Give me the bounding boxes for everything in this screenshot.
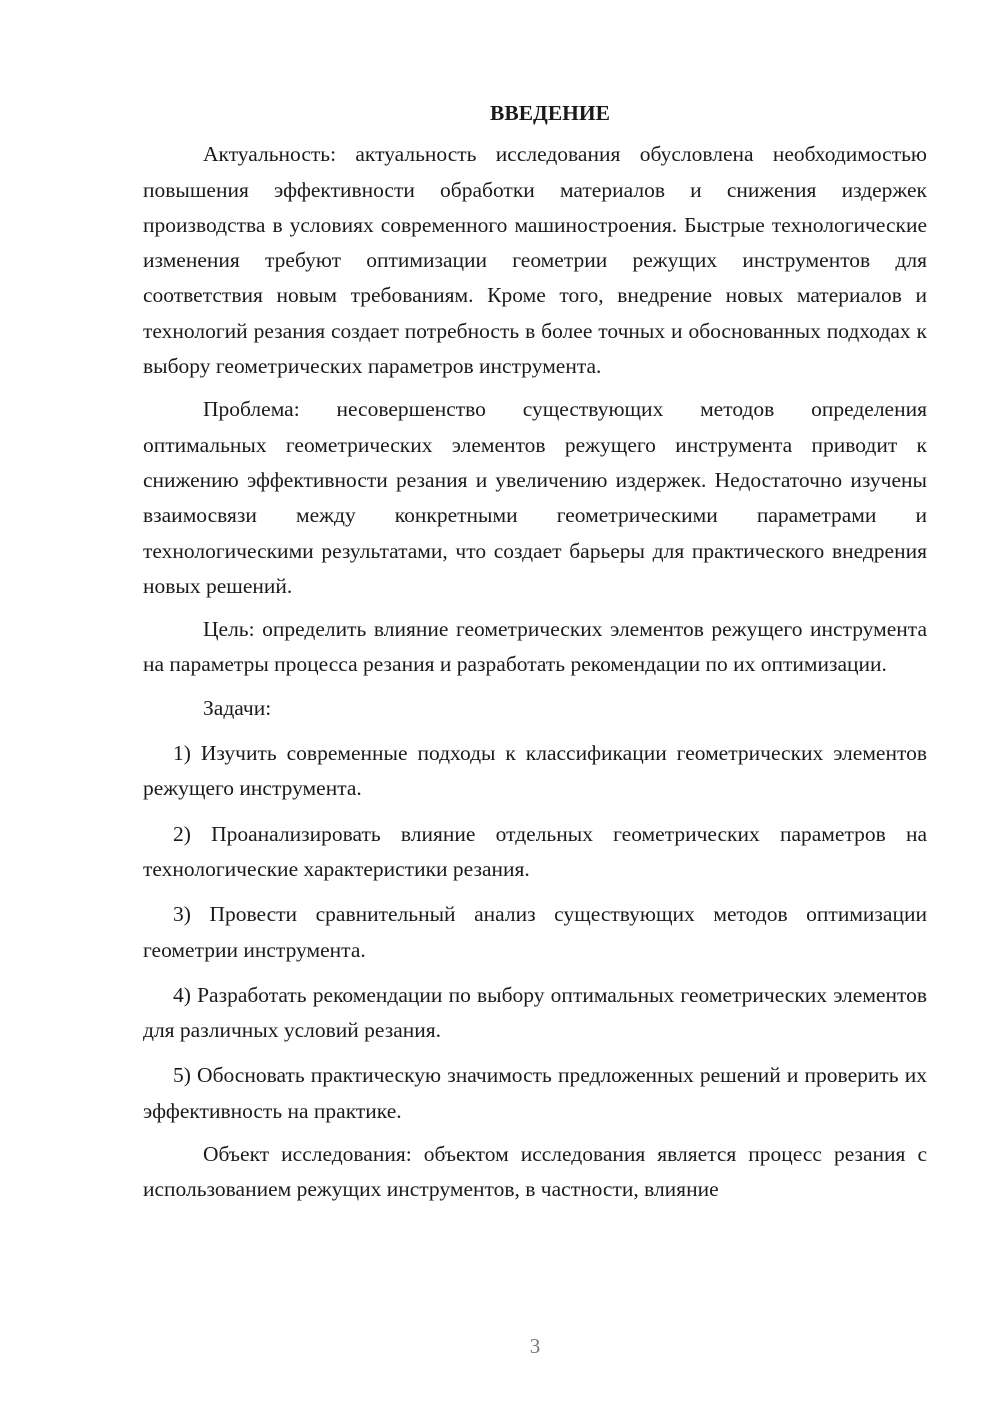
problem-paragraph: Проблема: несовершенство существующих методов определения оптимальных геометрических элементов режущего инструмента приводит к снижению эффективности резания и увеличению издержек. Недостаточно изучены взаимосвязи между конкретными геометрическими параметрами и технологическими результатами, что создает барьеры для практического внедрения новых решений. (143, 397, 927, 598)
relevance-paragraph: Актуальность: актуальность исследования обусловлена необходимостью повышения эффективности обработки материалов и снижения издержек производства в условиях современного машиностроения. Быстрые технологические изменения требуют оптимизации геометрии режущих инструментов для соответствия новым требованиям. Кроме того, внедрение новых материалов и технологий резания создает потребность в более точных и обоснованных подходах к выбору геометрических параметров инструмента. (143, 142, 927, 379)
tasks-heading: Задачи: (203, 695, 272, 720)
goal-paragraph: Цель: определить влияние геометрических элементов режущего инструмента на параметры процесса резания и разработать рекомендации по их оптимизации. (143, 617, 927, 677)
task-item: 5) Обосновать практическую значимость предложенных решений и проверить их эффективность на практике. (143, 1063, 927, 1123)
task-item: 2) Проанализировать влияние отдельных геометрических параметров на технологические характеристики резания. (143, 821, 927, 881)
tasks-list (143, 736, 927, 1129)
section-title: ВВЕДЕНИЕ (490, 101, 610, 125)
page-number: 3 (529, 1334, 541, 1358)
task-item: 4) Разработать рекомендации по выбору оптимальных геометрических элементов для различных условий резания. (143, 982, 927, 1043)
object-paragraph: Объект исследования: объектом исследования является процесс резания с использованием режущих инструментов, в частности, влияние (143, 1142, 927, 1202)
document-page (143, 96, 927, 1208)
task-item: 1) Изучить современные подходы к классификации геометрических элементов режущего инструмента. (143, 741, 927, 801)
task-item: 3) Провести сравнительный анализ существующих методов оптимизации геометрии инструмента. (143, 902, 927, 962)
